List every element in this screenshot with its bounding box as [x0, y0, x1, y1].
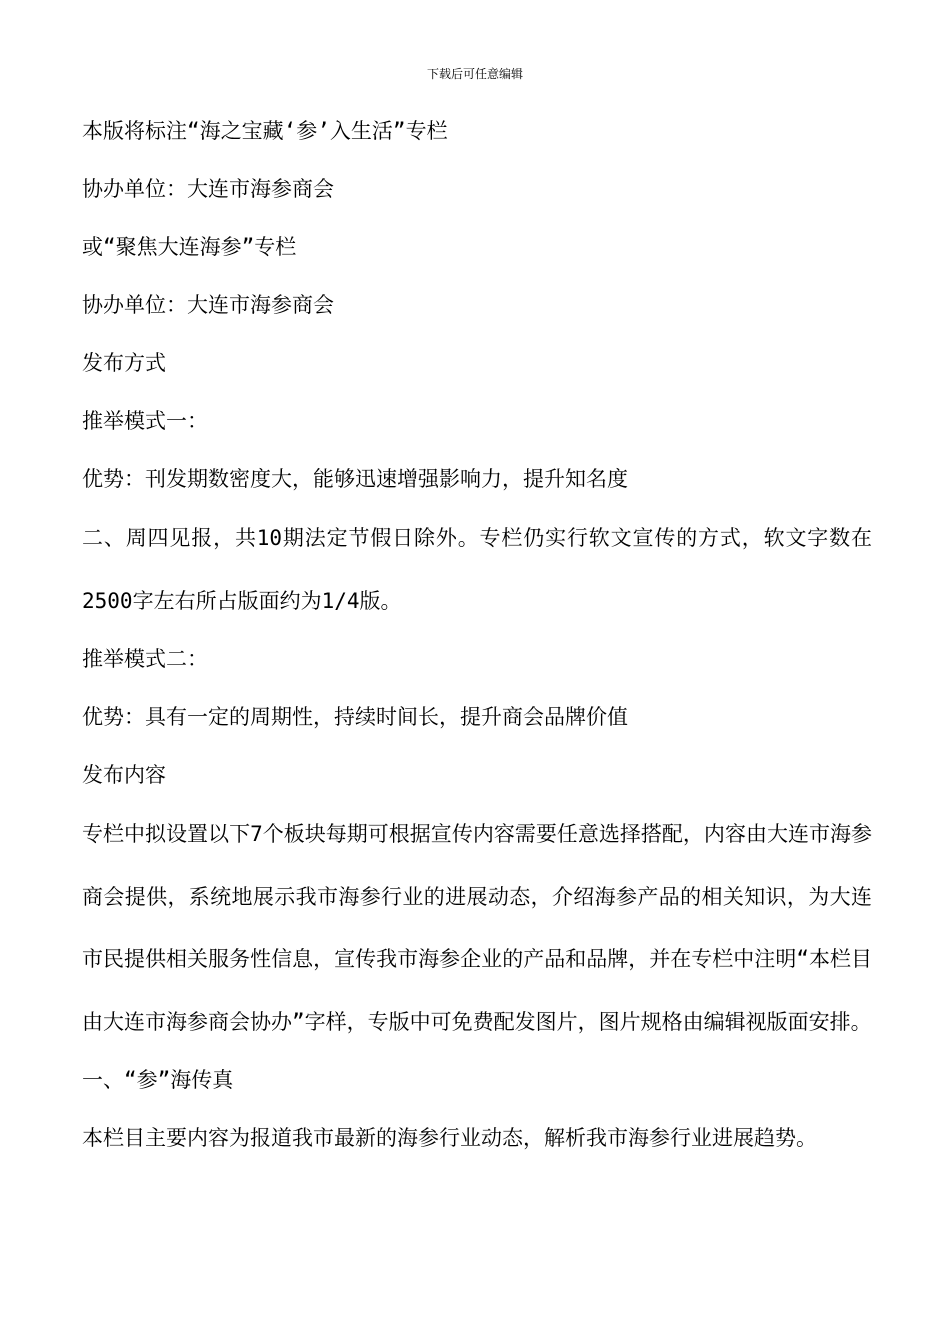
- section-heading-publish-method: 发布方式: [82, 351, 166, 375]
- co-organizer-line-2: 协办单位：大连市海参商会: [82, 293, 334, 317]
- mode-one-heading: 推举模式一：: [82, 409, 208, 433]
- section-heading-publish-content: 发布内容: [82, 763, 166, 787]
- mode-one-details-paragraph: 二、周四见报，共10期法定节假日除外。专栏仍实行软文宣传的方式，软文字数在2500字左右所占版面约为1/4版。: [82, 526, 872, 613]
- page-header: 下载后可任意编辑: [426, 67, 523, 81]
- mode-two-heading: 推举模式二：: [82, 647, 208, 671]
- content-description-paragraph: 专栏中拟设置以下7个板块每期可根据宣传内容需要任意选择搭配，内容由大连市海参商会提供，系统地展示我市海参行业的进展动态，介绍海参产品的相关知识，为大连市民提供相关服务性信息，宣传我市海参企业的产品和品牌，并在专栏中注明“本栏目由大连市海参商会协办”字样，专版中可免费配发图片，图片规格由编辑视版面安排。: [82, 822, 872, 1034]
- mode-one-advantage: 优势：刊发期数密度大，能够迅速增强影响力，提升知名度: [82, 467, 628, 491]
- subsection-one-description: 本栏目主要内容为报道我市最新的海参行业动态，解析我市海参行业进展趋势。: [82, 1126, 817, 1150]
- co-organizer-line: 协办单位：大连市海参商会: [82, 177, 334, 201]
- mode-two-advantage: 优势：具有一定的周期性，持续时间长，提升商会品牌价值: [82, 705, 628, 729]
- column-title-line: 本版将标注“海之宝藏‘参’入生活”专栏: [82, 119, 448, 143]
- alt-column-title-line: 或“聚焦大连海参”专栏: [82, 235, 297, 259]
- subsection-heading-one: 一、“参”海传真: [82, 1068, 234, 1092]
- document-body: [82, 116, 872, 1181]
